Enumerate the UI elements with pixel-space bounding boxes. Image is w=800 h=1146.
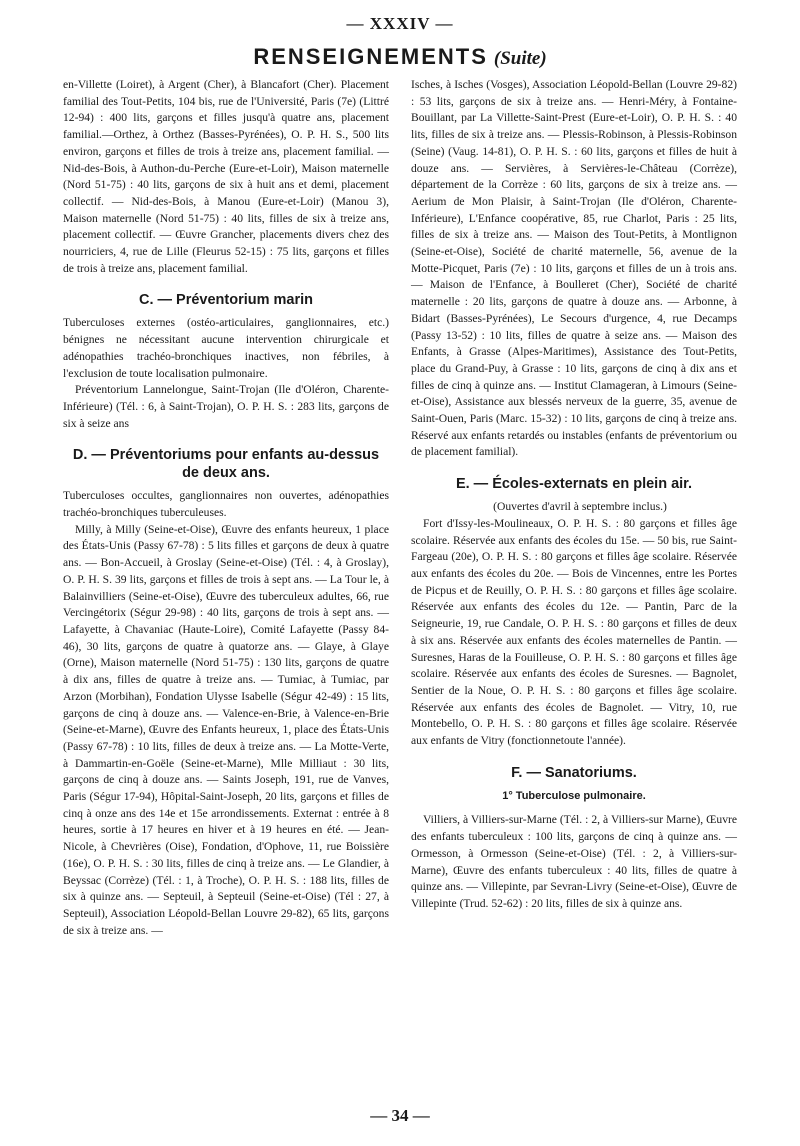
intro-paragraph: en-Villette (Loiret), à Argent (Cher), à Blancafort (Cher). Placement familial des Tout-Petits, 104 bis, rue de l'Université, Paris (7e) (Littré 12-94) : 400 lits, garçons et filles jusqu'à quatre ans, placement familial.—Orthez, à Orthez (Basses-Pyrénées), O. P. H. S., 500 lits environ, garçons et filles de trois à treize ans, placement familial. — Nid-des-Bois, à Authon-du-Perche (Eure-et-Loir), Maison maternelle (Nord 51-75) : 40 lits, garçons de six à huit ans et demi, placement collectif. — Nid-des-Bois, à Manou (Eure-et-Loir) (Manou 3), Maison maternelle (Nord 51-75) : 40 lits, filles de six à treize ans, placement collectif. — Œuvre Grancher, placements divers chez des nourriciers, 4, rue de Lille (Fleurus 52-15) : 75 lits, garçons et filles de trois à treize ans, placement familial. [63, 78, 389, 275]
heading-title: RENSEIGNEMENTS [253, 44, 488, 69]
section-f-title: F. — Sanatoriums. [511, 764, 637, 781]
section-c-description: Tuberculoses externes (ostéo-articulaires, ganglionnaires, etc.) bénignes ne nécessitant aucune intervention chirurgicale et adénopathies trachéo-bronchiques inactives, non fébriles, à l'exclusion de toute localisation pulmonaire. [63, 316, 389, 380]
roman-page-number: — XXXIV — [346, 14, 454, 33]
right-column [411, 77, 737, 913]
section-c-title: C. — Préventorium marin [138, 292, 314, 309]
section-d-title: D. — Préventoriums pour enfants au-dessus de deux ans. [72, 447, 380, 482]
section-d-description: Tuberculoses occultes, ganglionnaires non ouvertes, adénopathies trachéo-bronchiques tuberculeuses. [63, 489, 389, 520]
left-column [63, 77, 389, 939]
section-d-body: Milly, à Milly (Seine-et-Oise), Œuvre des enfants heureux, 1 place des États-Unis (Passy 67-78) : 5 lits filles et garçons de deux à quatre ans. — Bon-Accueil, à Groslay (Seine-et-Oise) (Tél. : 4, à Groslay), O. P. H. S. 39 lits, garçons et filles de trois à sept ans. — La Tour le, à Balainvilliers (Seine-et-Oise), Œuvre des tuberculeux adultes, 66, rue Vercingétorix (Ségur 29-98) : 40 lits, garçons de trois à sept ans. — Lafayette, à Chavaniac (Haute-Loire), Comité Lafayette (Passy 84-46), 30 lits, garçons de quatre à quatorze ans. — Glaye, à Glaye (Orne), Maison maternelle (Nord 51-75) : 130 lits, garçons de quatre à dix ans, filles de quatre à treize ans. — Tumiac, à Tumiac, par Arzon (Morbihan), Fondation Ulysse Isabelle (Ségur 42-49) : 15 lits, garçons de cinq à douze ans. — Valence-en-Brie, à Valence-en-Brie (Seine-et-Marne), Œuvre des Enfants heureux, 1, place des États-Unis (Passy 67-78) : 10 lits, filles de deux à treize ans. — La Motte-Verte, à Dammartin-en-Goële (Seine-et-Marne), Mlle Milliaut : 30 lits, garçons de cinq à douze ans. — Saints Joseph, 191, rue de Vanves, Paris (Ségur 17-94), Hôpital-Saint-Joseph, 20 lits, garçons et filles de cinq à onze ans des 14e et 15e arrondissements. Externat : entrée à 8 heures, sortie à 17 heures en hiver et à 19 heures en été. — Jean-Nicole, à Chevrières (Oise), Fondation, d'Ophove, 11, rue Boissière (16e), O. P. H. S. : 30 lits, filles de cinq à treize ans. — Le Glandier, à Beyssac (Corrèze) (Tél. : 1, à Troche), O. P. H. S. : 188 lits, filles de six à quinze ans. — Septeuil, à Septeuil (Seine-et-Oise) (Tél : 27, à Septeuil), Association Léopold-Bellan Louvre 29-82), 65 lits, garçons de six à treize ans. — [63, 522, 389, 937]
section-e-subtitle: (Ouvertes d'avril à septembre inclus.) [493, 500, 667, 514]
page-number: — 34 — [370, 1106, 430, 1125]
section-f-subtitle: 1° Tuberculose pulmonaire. [502, 789, 646, 802]
heading-suite: (Suite) [493, 48, 547, 69]
right-continuation: Isches, à Isches (Vosges), Association Léopold-Bellan (Louvre 29-82) : 53 lits, garçons de six à treize ans. — Henri-Méry, à Fontaine-Bouillant, par La Villette-Saint-Prest (Eure-et-Loir), O. P. H. S. : 40 lits, filles de six à treize ans. — Plessis-Robinson, à Plessis-Robinson (Seine) (Vaug. 14-81), O. P. H. S. : 60 lits, garçons et filles de huit à douze ans. — Servières, à Servières-le-Château (Corrèze), département de la Corrèze : 60 lits, garçons de six à treize ans. — Aerium de Mon Plaisir, à Saint-Trojan (Ile d'Oléron, Charente-Inférieure), L'Enfance coopérative, 85, rue Charlot, Paris : 25 lits, filles de six à treize ans. — Maison des Tout-Petits, à Montlignon (Seine-et-Oise), Société de charité maternelle, 56, avenue de la Motte-Picquet, Paris (7e) : 10 lits, garçons et filles de un à trois ans. — Maison de l'Enfance, à Boulleret (Cher), Société de charité maternelle : 20 lits, garçons de quatre à douze ans. — Arbonne, à Bidart (Basses-Pyrénées), Le Secours d'urgence, 4, rue Decamps (Passy 13-52) : 10 lits, filles de quatre à seize ans. — Maison des Enfants, à Grasse (Alpes-Maritimes), Assistance des Tout-Petits, place du Grand-Puy, à Grasse : 10 lits, garçons de cinq à dix ans et filles de cinq à quinze ans. — Institut Clamageran, à Limours (Seine-et-Oise), Assistance aux blessés nerveux de la guerre, 35, avenue de Saint-Ouen, Paris (Marc. 15-32) : 10 lits, garçons de cinq à treize ans. Réservé aux enfants retardés ou instables (enfants de préventorium ou de placement familial). [411, 78, 737, 459]
running-heading [0, 44, 800, 70]
section-c-body: Préventorium Lannelongue, Saint-Trojan (Ile d'Oléron, Charente-Inférieure) (Tél. : 6, à Saint-Trojan), O. P. H. S. : 283 lits, garçons de six à seize ans [63, 383, 389, 430]
section-f-body: Villiers, à Villiers-sur-Marne (Tél. : 2, à Villiers-sur Marne), Œuvre des enfants tuberculeux : 100 lits, garçons de cinq à quinze ans. — Ormesson, à Ormesson (Seine-et-Oise) (Tél. : 2, à Villiers-sur-Marne), Œuvre des enfants tuberculeux : 40 lits, filles de quatre à quinze ans. — Villepinte, par Sevran-Livry (Seine-et-Oise), Œuvre de Villepinte (Trud. 52-62) : 20 lits, filles de six à quinze ans. [411, 813, 737, 910]
section-e-title: E. — Écoles-externats en plein air. [455, 476, 693, 493]
section-e-body: Fort d'Issy-les-Moulineaux, O. P. H. S. : 80 garçons et filles âge scolaire. Réservée aux enfants des écoles du 15e. — 50 bis, rue Saint-Fargeau (20e), O. P. H. S. : 80 garçons et filles âge scolaire. Réservée aux enfants des écoles du 20e. — Bois de Vincennes, entre les Portes de Picpus et de Reuilly, O. P. H. S. : 80 garçons et filles âge scolaire. Réservée aux enfants des écoles du 12e. — Pantin, Parc de la Seigneurie, 19, rue Candale, O. P. H. S. : 80 garçons et filles de deux à six ans. Réservée aux enfants des écoles maternelles de Pantin. — Suresnes, Haras de la Fouilleuse, O. P. H. S. : 80 garçons et filles âge scolaire. Réservée aux enfants des écoles de Suresnes. — Bagnolet, Sentier de la Noue, O. P. H. S. : 80 garçons et filles âge scolaire. Réservée aux enfants des écoles de Bagnolet. — Vitry, 10, rue Montebello, O. P. H. S. : 80 garçons et filles âge scolaire. Réservée aux enfants de Vitry (fonctionnetoute l'année). [411, 516, 737, 748]
